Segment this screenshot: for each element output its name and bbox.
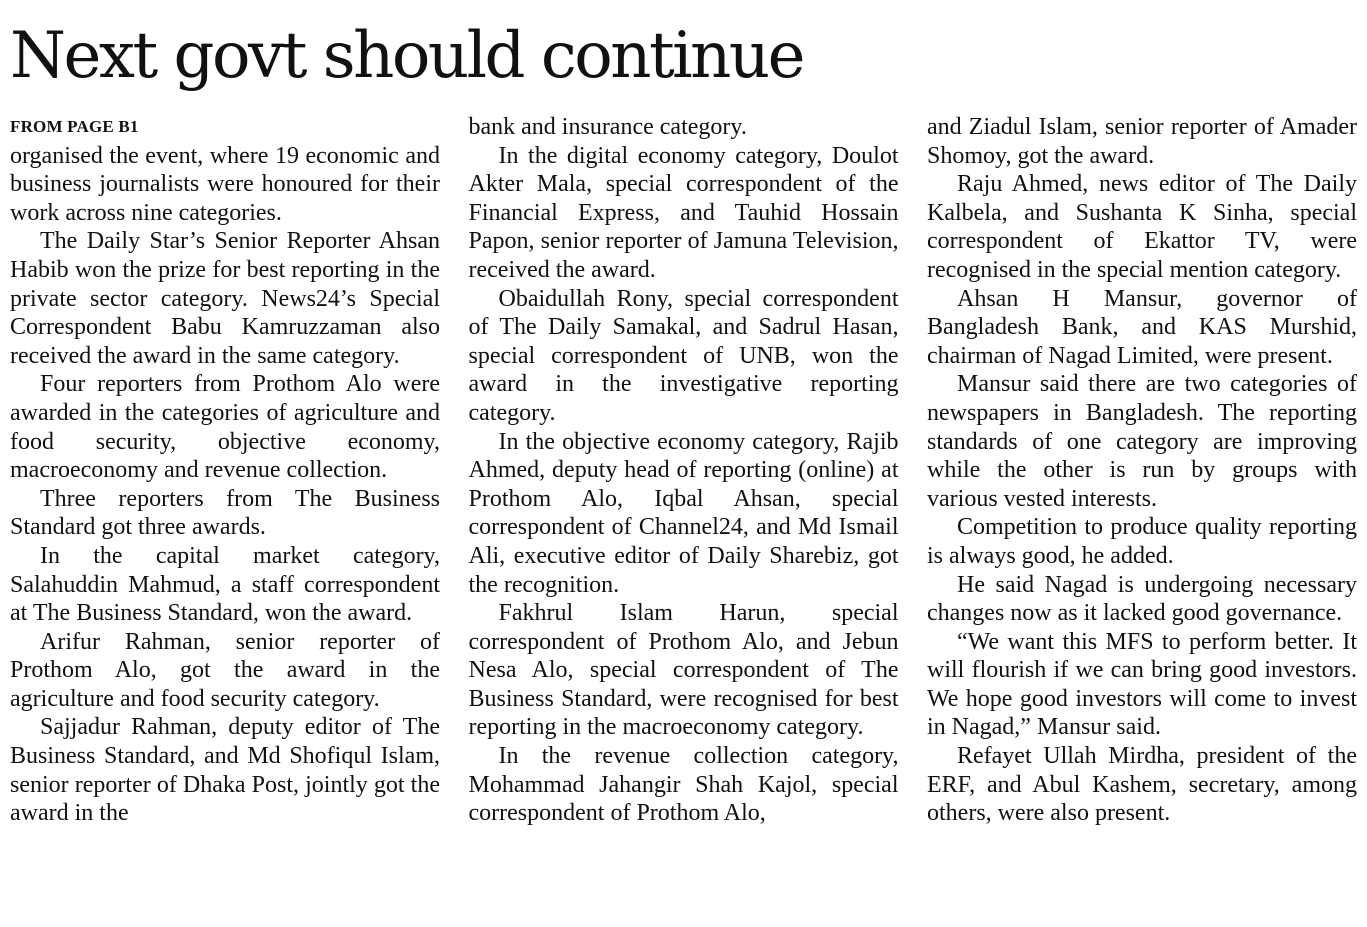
continuation-kicker: FROM PAGE B1 bbox=[10, 117, 139, 136]
column-2 bbox=[469, 113, 899, 828]
paragraph: Refayet Ullah Mirdha, president of the ERF, and Abul Kashem, secretary, among others, were also present. bbox=[927, 743, 1357, 827]
paragraph: Arifur Rahman, senior reporter of Prothom Alo, got the award in the agriculture and food security category. bbox=[10, 628, 440, 712]
paragraph: Obaidullah Rony, special correspondent of The Daily Samakal, and Sadrul Hasan, special correspondent of UNB, won the award in the investigative reporting category. bbox=[468, 285, 899, 426]
headline: Next govt should continue bbox=[10, 19, 803, 93]
paragraph: He said Nagad is undergoing necessary changes now as it lacked good governance. bbox=[927, 571, 1357, 627]
paragraph: In the revenue collection category, Mohammad Jahangir Shah Kajol, special correspondent of Prothom Alo, bbox=[468, 743, 899, 827]
paragraph: In the objective economy category, Rajib Ahmed, deputy head of reporting (online) at Prothom Alo, Iqbal Ahsan, special correspondent of Channel24, and Md Ismail Ali, executive editor of Daily Sharebiz, got the recognition. bbox=[468, 428, 899, 598]
column-1 bbox=[10, 113, 440, 828]
article-body bbox=[10, 113, 1357, 828]
paragraph: Ahsan H Mansur, governor of Bangladesh Bank, and KAS Murshid, chairman of Nagad Limited, were present. bbox=[927, 285, 1357, 369]
paragraph: The Daily Star’s Senior Reporter Ahsan Habib won the prize for best reporting in the private sector category. News24’s Special Correspondent Babu Kamruzzaman also received the award in the same category. bbox=[10, 228, 440, 369]
column-3 bbox=[927, 113, 1357, 828]
paragraph: Three reporters from The Business Standard got three awards. bbox=[10, 485, 440, 541]
paragraph: In the capital market category, Salahuddin Mahmud, a staff correspondent at The Business Standard, won the award. bbox=[10, 542, 440, 627]
paragraph: Mansur said there are two categories of newspapers in Bangladesh. The reporting standards of one category are improving while the other is run by groups with various vested interests. bbox=[927, 371, 1357, 512]
paragraph: organised the event, where 19 economic and business journalists were honoured for their work across nine categories. bbox=[10, 142, 440, 226]
paragraph: and Ziadul Islam, senior reporter of Amader Shomoy, got the award. bbox=[927, 114, 1357, 169]
paragraph: “We want this MFS to perform better. It will flourish if we can bring good investors. We hope good investors will come to invest in Nagad,” Mansur said. bbox=[927, 628, 1357, 741]
paragraph: Fakhrul Islam Harun, special correspondent of Prothom Alo, and Jebun Nesa Alo, special correspondent of The Business Standard, were recognised for best reporting in the macroeconomy category. bbox=[468, 600, 899, 741]
paragraph: In the digital economy category, Doulot Akter Mala, special correspondent of the Financial Express, and Tauhid Hossain Papon, senior reporter of Jamuna Television, received the award. bbox=[468, 142, 899, 283]
paragraph: Competition to produce quality reporting is always good, he added. bbox=[927, 514, 1357, 569]
paragraph: Four reporters from Prothom Alo were awarded in the categories of agriculture and food security, objective economy, macroeconomy and revenue collection. bbox=[10, 371, 440, 484]
paragraph: bank and insurance category. bbox=[468, 114, 747, 140]
paragraph: Raju Ahmed, news editor of The Daily Kalbela, and Sushanta K Sinha, special correspondent of Ekattor TV, were recognised in the special mention category. bbox=[927, 171, 1357, 283]
paragraph: Sajjadur Rahman, deputy editor of The Business Standard, and Md Shofiqul Islam, senior reporter of Dhaka Post, jointly got the award in the bbox=[10, 714, 440, 827]
